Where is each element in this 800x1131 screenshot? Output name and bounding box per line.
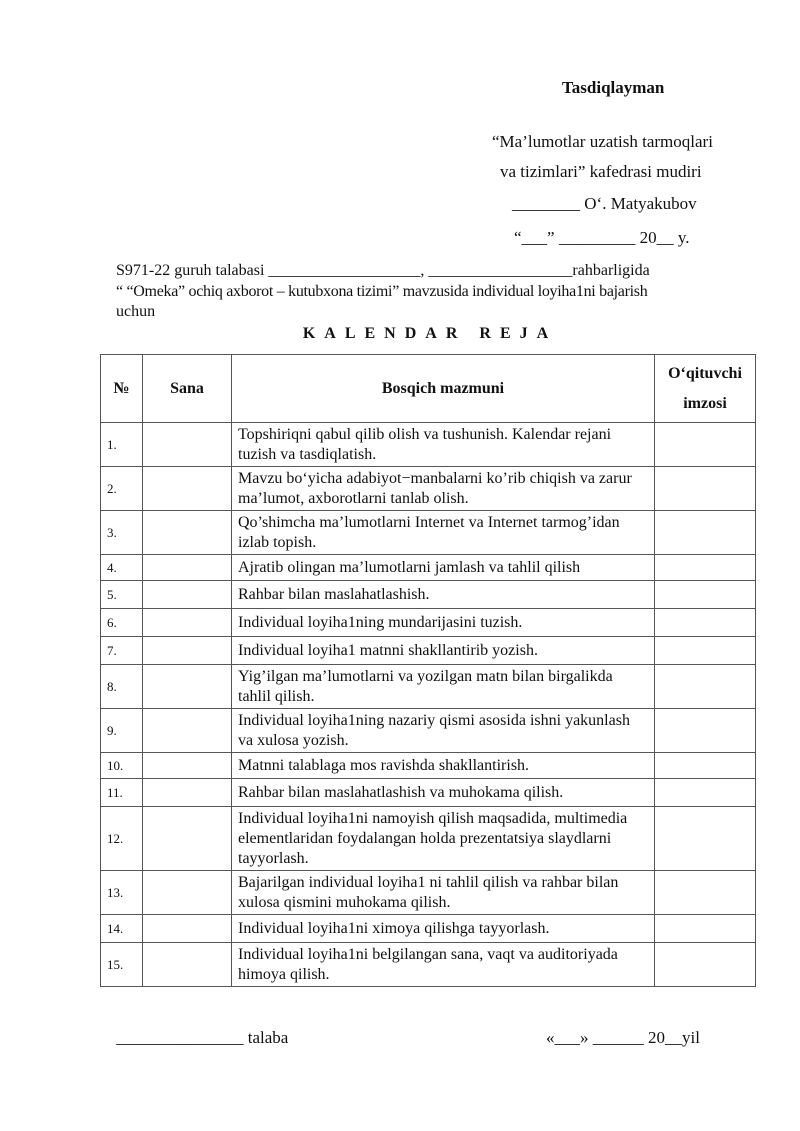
row-stage-content: Individual loyiha1ning nazariy qismi asosida ishni yakunlash va xulosa yozish. [232,709,655,753]
table-row [101,915,756,943]
row-number: 11. [101,779,143,807]
row-stage-content: Individual loyiha1ni namoyish qilish maqsadida, multimedia elementlaridan foydalangan holda prezentatsiya slaydlarni tayyorlash. [232,807,655,871]
table-row [101,609,756,637]
table-row [101,423,756,467]
header-content: Bosqich mazmuni [232,355,655,423]
approval-title: Tasdiqlayman [562,78,665,97]
row-signature-cell[interactable] [655,581,756,609]
row-date-cell[interactable] [143,467,232,511]
footer-date: «___» ______ 20__yil [546,1028,700,1047]
table-row [101,943,756,987]
table-row [101,581,756,609]
row-date-cell[interactable] [143,779,232,807]
row-signature-cell[interactable] [655,511,756,555]
student-line: S971-22 guruh talabasi ___________________, __________________rahbarligida [116,262,650,279]
row-number: 15. [101,943,143,987]
row-stage-content: Individual loyiha1ni ximoya qilishga tayyorlash. [232,915,655,943]
topic-line: “ “Omeka” ochiq axborot – kutubxona tizimi” mavzusida individual loyiha1ni bajarish [116,283,648,300]
row-date-cell[interactable] [143,871,232,915]
row-stage-content: Bajarilgan individual loyiha1 ni tahlil qilish va rahbar bilan xulosa qismini muhokama qilish. [232,871,655,915]
row-signature-cell[interactable] [655,915,756,943]
row-number: 14. [101,915,143,943]
footer-student-signature: _______________ talaba [116,1028,289,1047]
row-date-cell[interactable] [143,709,232,753]
row-date-cell[interactable] [143,753,232,779]
row-number: 10. [101,753,143,779]
row-stage-content: Individual loyiha1ning mundarijasini tuzish. [232,609,655,637]
table-row [101,555,756,581]
row-stage-content: Individual loyiha1ni belgilangan sana, vaqt va auditoriyada himoya qilish. [232,943,655,987]
header-sign-line-1: O‘qituvchi [668,364,742,382]
row-stage-content: Matnni talablaga mos ravishda shakllantirish. [232,753,655,779]
row-date-cell[interactable] [143,637,232,665]
row-date-cell[interactable] [143,423,232,467]
row-number: 1. [101,423,143,467]
row-signature-cell[interactable] [655,753,756,779]
row-signature-cell[interactable] [655,637,756,665]
row-number: 12. [101,807,143,871]
row-number: 9. [101,709,143,753]
row-number: 8. [101,665,143,709]
table-header-row [101,355,756,423]
table-row [101,467,756,511]
row-number: 13. [101,871,143,915]
row-signature-cell[interactable] [655,807,756,871]
row-number: 5. [101,581,143,609]
calendar-table [100,354,756,987]
header-sign-line-2: imzosi [683,394,727,412]
row-signature-cell[interactable] [655,943,756,987]
table-row [101,779,756,807]
header-date: Sana [143,355,232,423]
row-stage-content: Individual loyiha1 matnni shakllantirib yozish. [232,637,655,665]
row-number: 6. [101,609,143,637]
row-date-cell[interactable] [143,609,232,637]
row-number: 7. [101,637,143,665]
row-signature-cell[interactable] [655,555,756,581]
row-signature-cell[interactable] [655,871,756,915]
approval-date-line: “___” _________ 20__ y. [514,228,690,247]
table-row [101,871,756,915]
table-row [101,807,756,871]
header-teacher-signature [655,355,756,423]
topic-line-continuation: uchun [116,303,156,320]
row-signature-cell[interactable] [655,709,756,753]
row-date-cell[interactable] [143,665,232,709]
row-date-cell[interactable] [143,915,232,943]
table-row [101,753,756,779]
row-date-cell[interactable] [143,943,232,987]
approval-department-line: “Ma’lumotlar uzatish tarmoqlari [492,132,713,151]
row-signature-cell[interactable] [655,609,756,637]
row-stage-content: Qo’shimcha ma’lumotlarni Internet va Internet tarmog’idan izlab topish. [232,511,655,555]
row-date-cell[interactable] [143,581,232,609]
approval-signature-line: ________ O‘. Matyakubov [512,194,697,213]
approval-role-line: va tizimlari” kafedrasi mudiri [500,162,702,181]
row-number: 3. [101,511,143,555]
row-signature-cell[interactable] [655,665,756,709]
table-row [101,511,756,555]
row-number: 2. [101,467,143,511]
row-date-cell[interactable] [143,807,232,871]
row-stage-content: Ajratib olingan ma’lumotlarni jamlash va tahlil qilish [232,555,655,581]
table-row [101,637,756,665]
row-signature-cell[interactable] [655,423,756,467]
row-stage-content: Yig’ilgan ma’lumotlarni va yozilgan matn bilan birgalikda tahlil qilish. [232,665,655,709]
table-row [101,665,756,709]
table-body [101,423,756,987]
row-stage-content: Rahbar bilan maslahatlashish va muhokama qilish. [232,779,655,807]
row-stage-content: Rahbar bilan maslahatlashish. [232,581,655,609]
row-stage-content: Mavzu bo‘yicha adabiyot−manbalarni ko’rib chiqish va zarur ma’lumot, axborotlarni tanlab olish. [232,467,655,511]
row-date-cell[interactable] [143,511,232,555]
row-number: 4. [101,555,143,581]
row-date-cell[interactable] [143,555,232,581]
calendar-title: KALENDAR REJA [302,325,558,342]
header-number: № [101,355,143,423]
row-signature-cell[interactable] [655,779,756,807]
table-row [101,709,756,753]
row-signature-cell[interactable] [655,467,756,511]
row-stage-content: Topshiriqni qabul qilib olish va tushunish. Kalendar rejani tuzish va tasdiqlatish. [232,423,655,467]
